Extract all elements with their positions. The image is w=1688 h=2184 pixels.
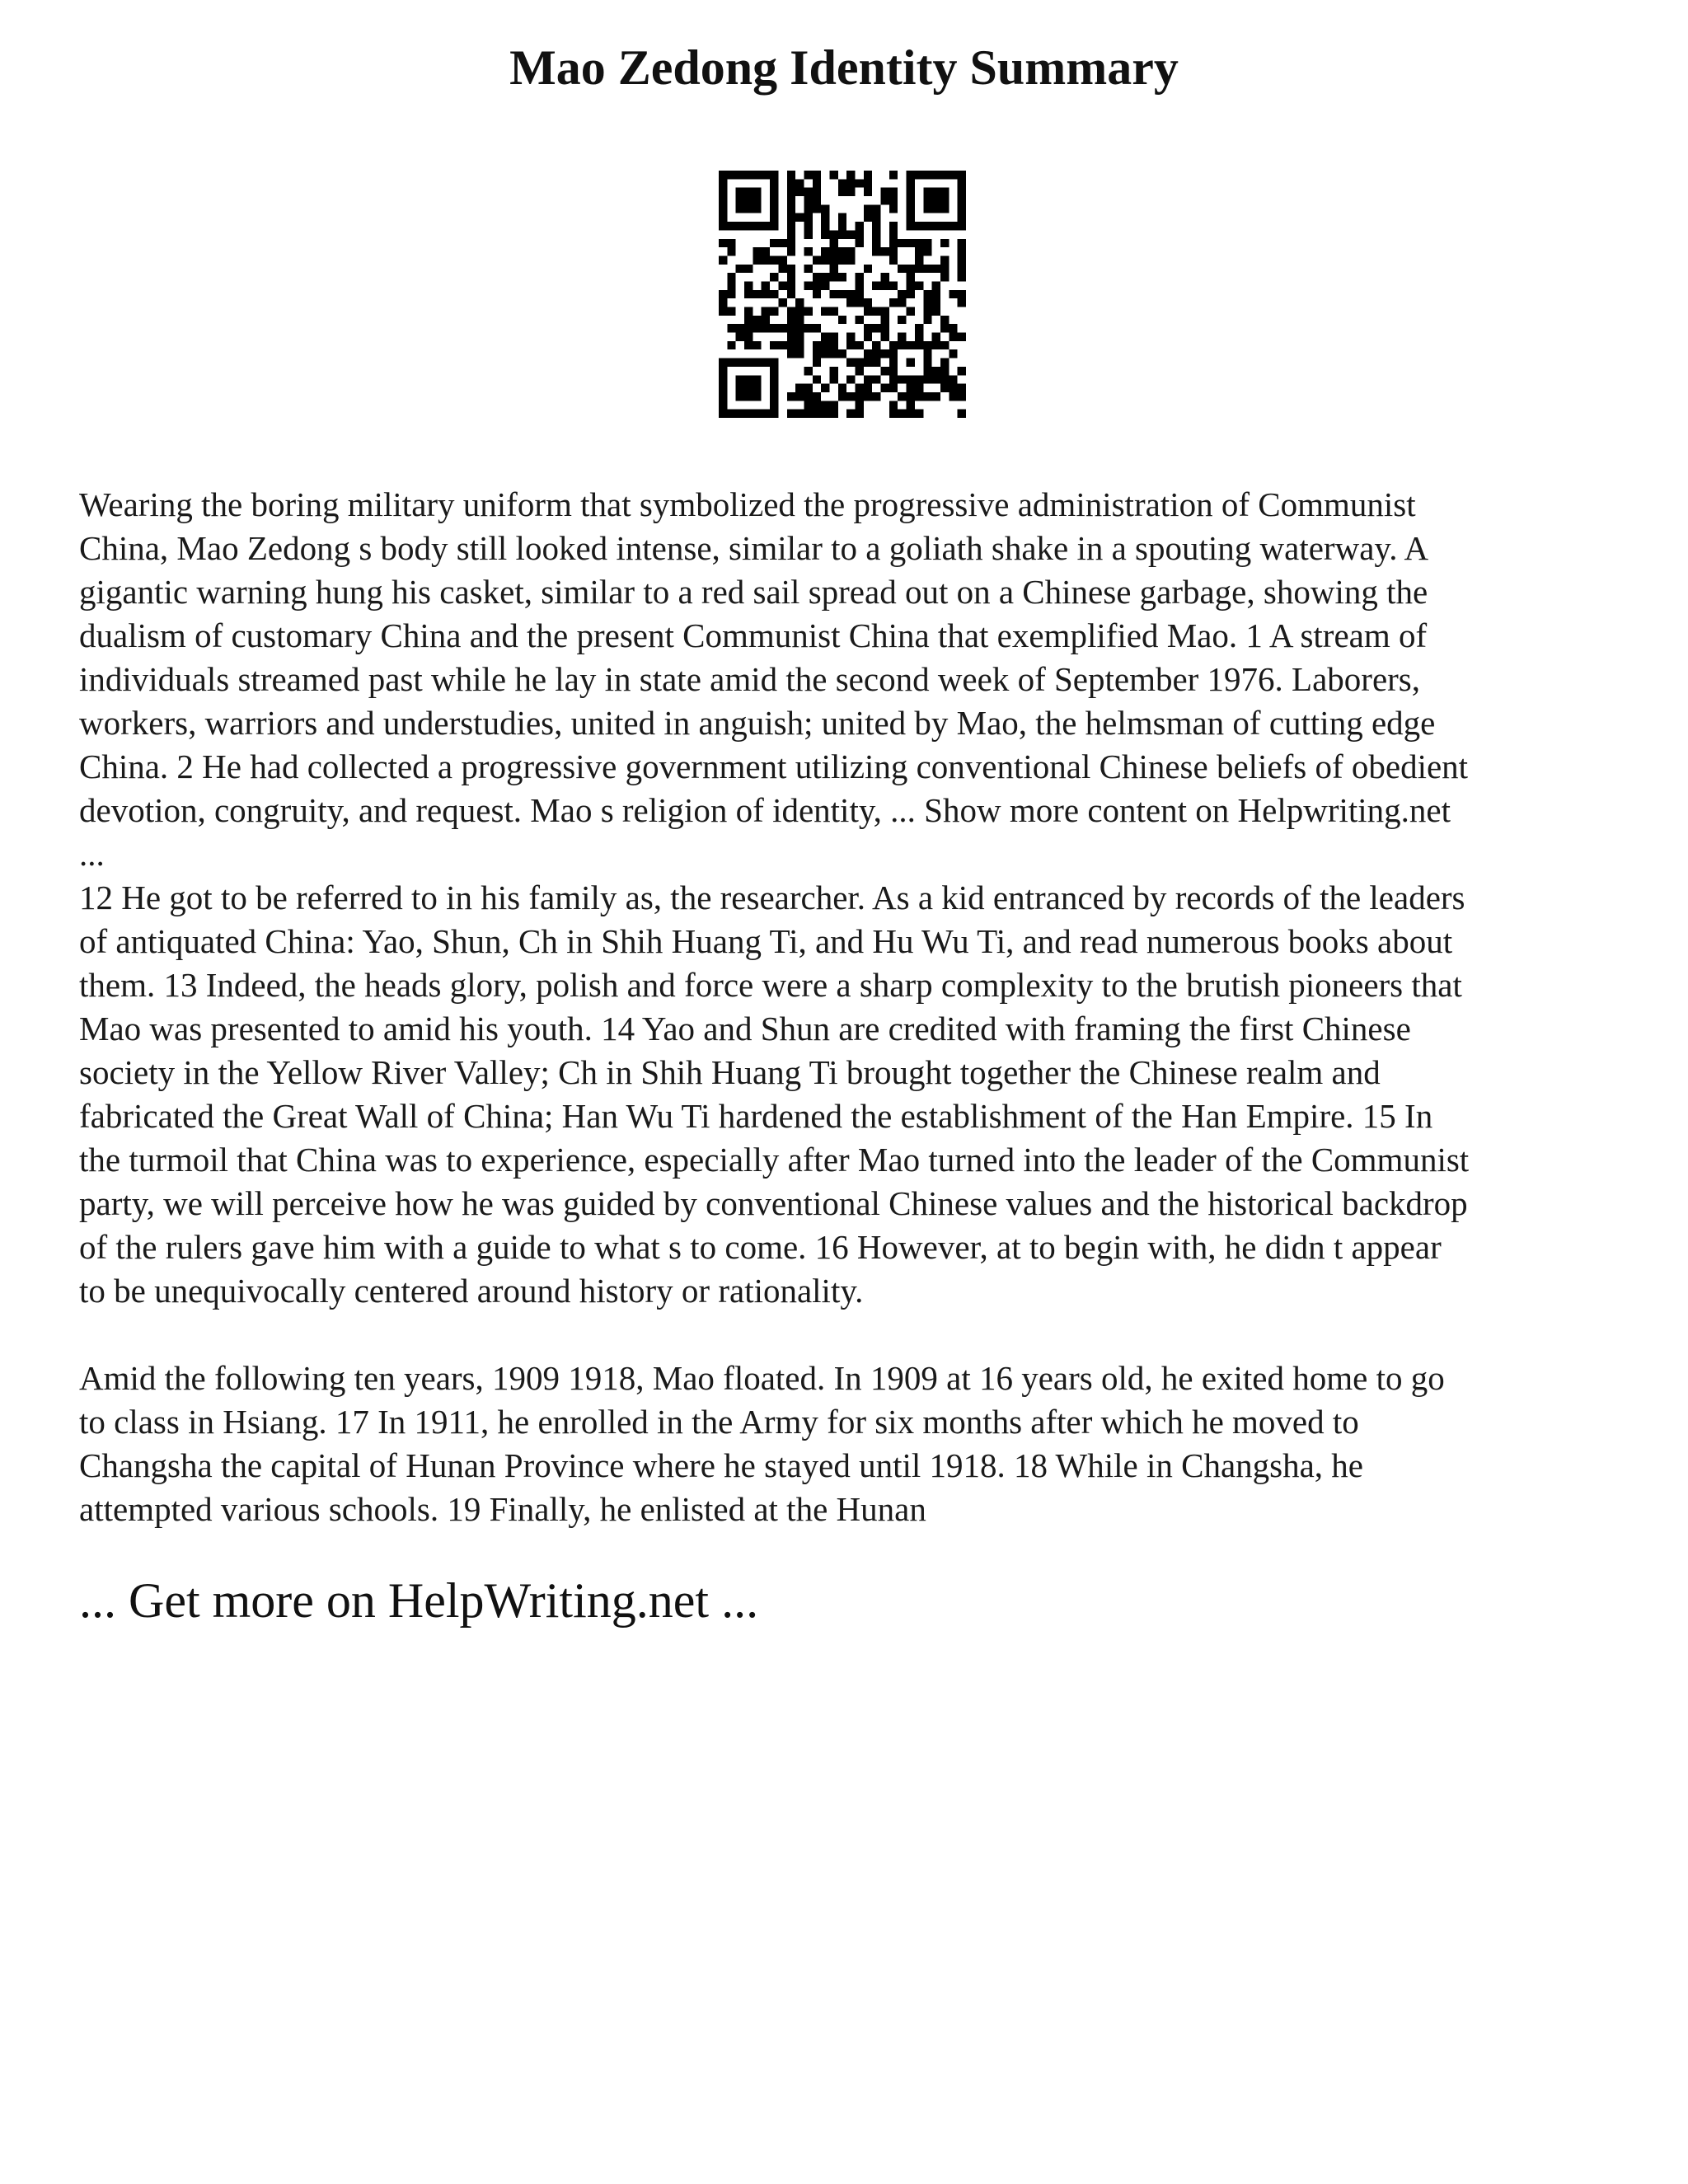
page-title: Mao Zedong Identity Summary (509, 40, 1179, 95)
article-body (79, 483, 1612, 1531)
paragraph-3: Amid the following ten years, 1909 1918, Mao floated. In 1909 at 16 years old, he exited home to go to class in Hsiang. 17 In 1911, he enrolled in the Army for six months after which he moved to Changsha the capital of Hunan Province where he stayed until 1918. 18 While in Changsha, he attempted various schools. 19 Finally, he enlisted at the Hunan (79, 1359, 1445, 1528)
get-more-link[interactable]: ... Get more on HelpWriting.net ... (79, 1573, 759, 1628)
paragraph-1: Wearing the boring military uniform that symbolized the progressive administration of Communist China, Mao Zedong s body still looked intense, similar to a goliath shake in a spouting waterway. A gigantic warning hung his casket, similar to a red sail spread out on a Chinese garbage, showing the dualism of customary China and the present Communist China that exemplified Mao. 1 A stream of individuals streamed past while he lay in state amid the second week of September 1976. Laborers, workers, warriors and understudies, united in anguish; united by Mao, the helmsman of cutting edge China. 2 He had collected a progressive government utilizing conventional Chinese beliefs of obedient devotion, congruity, and request. Mao s religion of identity, ... Show more content on Helpwriting.net ... (79, 485, 1469, 873)
qr-code-icon[interactable] (719, 171, 966, 418)
paragraph-2: 12 He got to be referred to in his family as, the researcher. As a kid entranced by records of the leaders of antiquated China: Yao, Shun, Ch in Shih Huang Ti, and Hu Wu Ti, and read numerous books about them. 13 Indeed, the heads glory, polish and force were a sharp complexity to the brutish pioneers that Mao was presented to amid his youth. 14 Yao and Shun are credited with framing the first Chinese society in the Yellow River Valley; Ch in Shih Huang Ti brought together the Chinese realm and fabricated the Great Wall of China; Han Wu Ti hardened the establishment of the Han Empire. 15 In the turmoil that China was to experience, especially after Mao turned into the leader of the Communist party, we will perceive how he was guided by conventional Chinese values and the historical backdrop of the rulers gave him with a guide to what s to come. 16 However, at to begin with, he didn t appear to be unequivocally centered around history or rationality. (79, 879, 1470, 1310)
